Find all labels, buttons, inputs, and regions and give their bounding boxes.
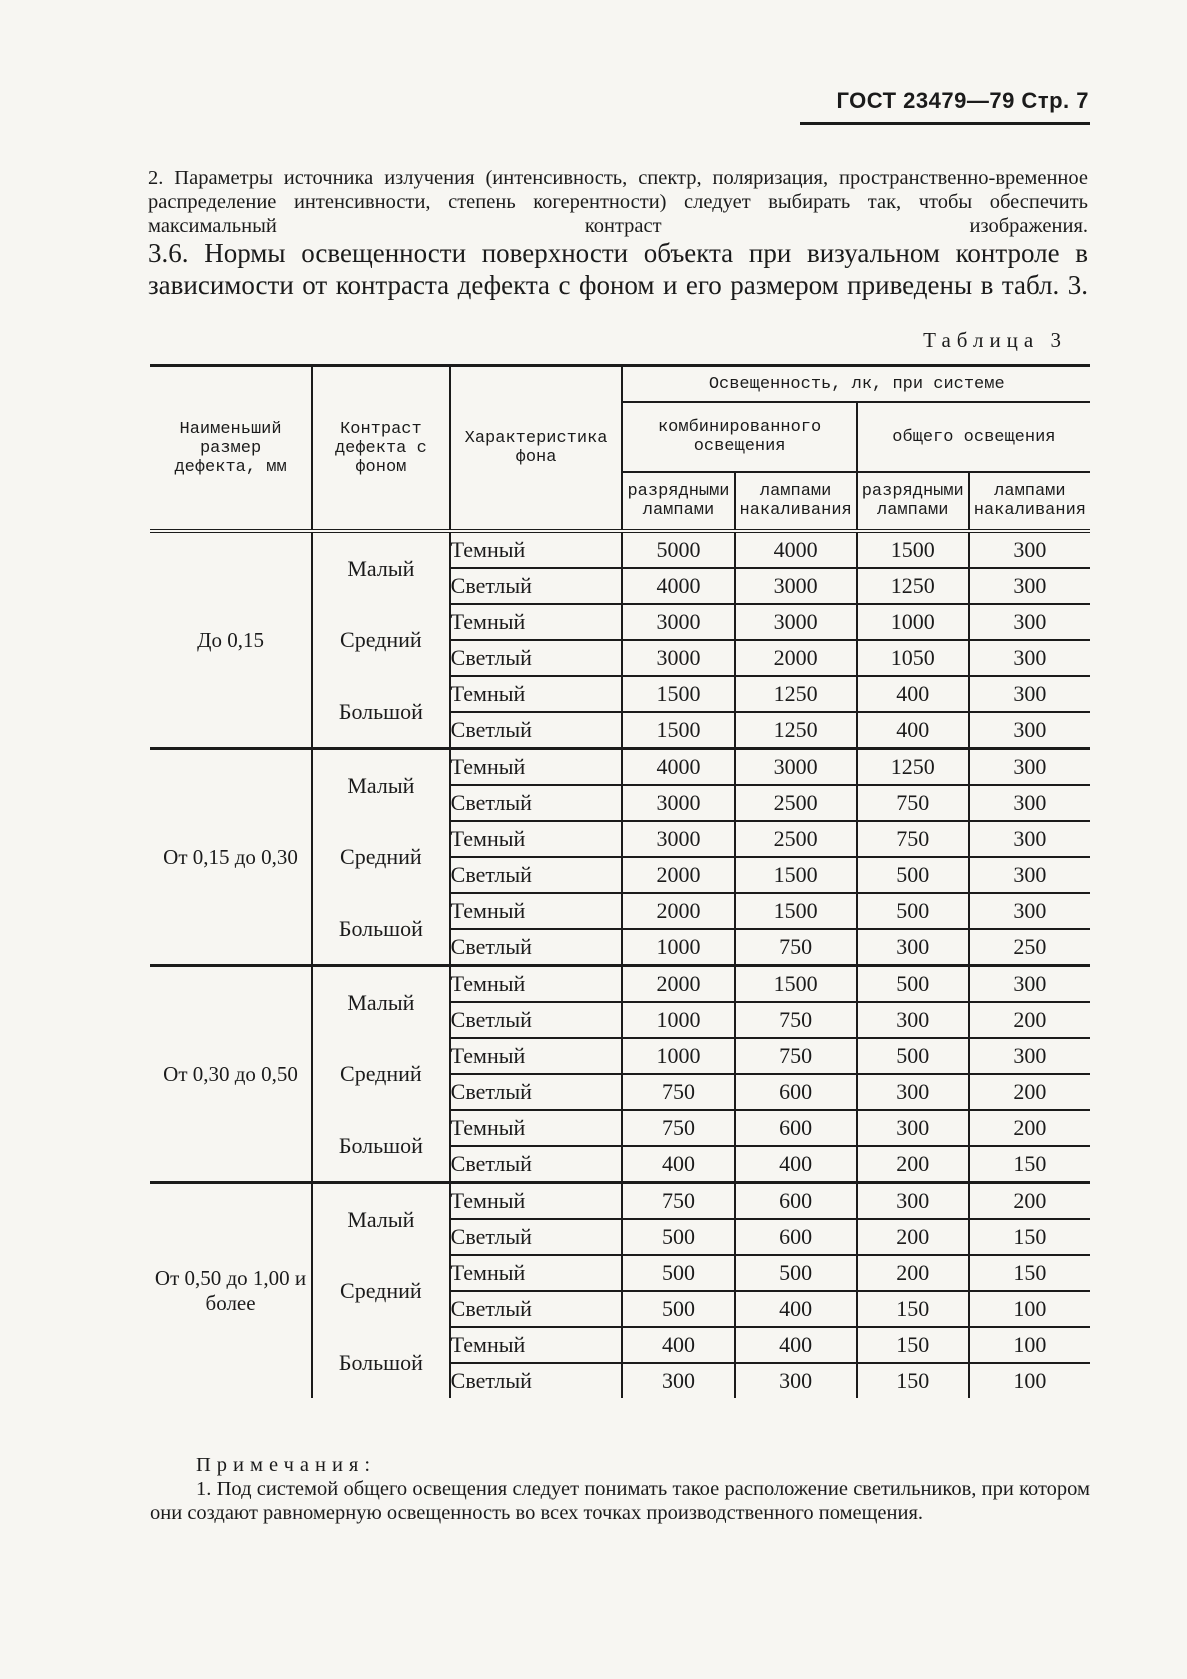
illuminance-cell: 500 bbox=[857, 893, 969, 929]
illuminance-cell: 300 bbox=[969, 531, 1090, 568]
illuminance-cell: 3000 bbox=[622, 821, 734, 857]
illuminance-cell: 3000 bbox=[735, 749, 857, 786]
illuminance-cell: 300 bbox=[969, 966, 1090, 1003]
illuminance-cell: 200 bbox=[969, 1110, 1090, 1146]
header-combined: комбинированного освещения bbox=[622, 402, 856, 472]
contrast-cell: Большой bbox=[312, 1110, 450, 1183]
illuminance-cell: 1500 bbox=[622, 676, 734, 712]
background-cell: Светлый bbox=[450, 1219, 623, 1255]
illuminance-cell: 750 bbox=[622, 1074, 734, 1110]
illuminance-cell: 1250 bbox=[735, 712, 857, 749]
page-header: ГОСТ 23479—79 Стр. 7 bbox=[836, 88, 1089, 113]
background-cell: Светлый bbox=[450, 640, 623, 676]
background-cell: Темный bbox=[450, 1038, 623, 1074]
illuminance-cell: 750 bbox=[735, 929, 857, 966]
illuminance-cell: 2000 bbox=[622, 857, 734, 893]
illuminance-cell: 1250 bbox=[857, 568, 969, 604]
illuminance-cell: 100 bbox=[969, 1291, 1090, 1327]
illuminance-cell: 1500 bbox=[735, 857, 857, 893]
illuminance-cell: 2000 bbox=[735, 640, 857, 676]
illuminance-cell: 300 bbox=[969, 676, 1090, 712]
background-cell: Темный bbox=[450, 1183, 623, 1220]
table-caption: Таблица 3 bbox=[923, 328, 1067, 352]
illuminance-cell: 500 bbox=[622, 1219, 734, 1255]
illuminance-cell: 300 bbox=[969, 712, 1090, 749]
illuminance-cell: 1000 bbox=[622, 1002, 734, 1038]
header-size: Наименьший размер дефекта, мм bbox=[150, 366, 312, 532]
illuminance-cell: 200 bbox=[857, 1219, 969, 1255]
illuminance-cell: 600 bbox=[735, 1183, 857, 1220]
illuminance-cell: 400 bbox=[735, 1291, 857, 1327]
header-general-incandescent: лампами накаливания bbox=[969, 472, 1090, 531]
contrast-cell: Малый bbox=[312, 749, 450, 822]
illuminance-cell: 150 bbox=[857, 1291, 969, 1327]
illuminance-cell: 1500 bbox=[857, 531, 969, 568]
defect-size-cell: До 0,15 bbox=[150, 531, 312, 749]
header-general-discharge: разрядными лампами bbox=[857, 472, 969, 531]
illuminance-cell: 150 bbox=[969, 1255, 1090, 1291]
illuminance-cell: 300 bbox=[622, 1363, 734, 1398]
contrast-cell: Малый bbox=[312, 1183, 450, 1256]
contrast-cell: Средний bbox=[312, 1038, 450, 1110]
illuminance-cell: 1500 bbox=[735, 966, 857, 1003]
illuminance-cell: 200 bbox=[969, 1183, 1090, 1220]
background-cell: Светлый bbox=[450, 1074, 623, 1110]
illuminance-cell: 300 bbox=[857, 929, 969, 966]
illuminance-cell: 750 bbox=[857, 821, 969, 857]
contrast-cell: Средний bbox=[312, 821, 450, 893]
background-cell: Светлый bbox=[450, 1363, 623, 1398]
background-cell: Светлый bbox=[450, 785, 623, 821]
illuminance-cell: 300 bbox=[969, 749, 1090, 786]
illuminance-cell: 300 bbox=[735, 1363, 857, 1398]
illuminance-cell: 750 bbox=[735, 1002, 857, 1038]
illuminance-cell: 500 bbox=[857, 857, 969, 893]
illuminance-cell: 400 bbox=[857, 676, 969, 712]
header-combined-discharge: разрядными лампами bbox=[622, 472, 734, 531]
illuminance-cell: 250 bbox=[969, 929, 1090, 966]
illuminance-cell: 750 bbox=[622, 1183, 734, 1220]
illuminance-cell: 300 bbox=[857, 1110, 969, 1146]
illuminance-cell: 750 bbox=[857, 785, 969, 821]
illuminance-cell: 600 bbox=[735, 1110, 857, 1146]
illuminance-cell: 500 bbox=[857, 1038, 969, 1074]
illuminance-cell: 750 bbox=[622, 1110, 734, 1146]
illuminance-cell: 4000 bbox=[622, 568, 734, 604]
header-rule bbox=[800, 122, 1090, 125]
table-row bbox=[150, 966, 1090, 1003]
header-background: Характеристика фона bbox=[450, 366, 623, 532]
illuminance-cell: 150 bbox=[969, 1219, 1090, 1255]
defect-size-cell: От 0,15 до 0,30 bbox=[150, 749, 312, 966]
illuminance-cell: 300 bbox=[969, 785, 1090, 821]
background-cell: Темный bbox=[450, 1255, 623, 1291]
background-cell: Темный bbox=[450, 676, 623, 712]
illuminance-cell: 2500 bbox=[735, 785, 857, 821]
illuminance-cell: 300 bbox=[969, 857, 1090, 893]
header-general: общего освещения bbox=[857, 402, 1090, 472]
illuminance-cell: 1000 bbox=[857, 604, 969, 640]
defect-size-cell: От 0,50 до 1,00 и более bbox=[154, 1266, 307, 1315]
illuminance-cell: 300 bbox=[857, 1074, 969, 1110]
illuminance-cell: 200 bbox=[969, 1074, 1090, 1110]
background-cell: Темный bbox=[450, 821, 623, 857]
illuminance-cell: 3000 bbox=[622, 604, 734, 640]
illuminance-cell: 400 bbox=[735, 1146, 857, 1183]
illuminance-cell: 400 bbox=[622, 1146, 734, 1183]
illumination-table bbox=[150, 364, 1090, 1398]
paragraph-parameters: 2. Параметры источника излучения (интенсивность, спектр, поляризация, пространственно-временное распределение интенсивности, степень когерентности) следует выбирать так, чтобы обеспечить максимальный контраст изображения. bbox=[148, 167, 1088, 237]
illuminance-cell: 200 bbox=[857, 1255, 969, 1291]
illuminance-cell: 200 bbox=[969, 1002, 1090, 1038]
table-row bbox=[150, 749, 1090, 786]
contrast-cell: Малый bbox=[312, 966, 450, 1039]
illuminance-cell: 400 bbox=[735, 1327, 857, 1363]
illuminance-cell: 3000 bbox=[622, 785, 734, 821]
background-cell: Светлый bbox=[450, 712, 623, 749]
illuminance-cell: 600 bbox=[735, 1219, 857, 1255]
header-illuminance: Освещенность, лк, при системе bbox=[622, 366, 1090, 403]
illuminance-cell: 5000 bbox=[622, 531, 734, 568]
background-cell: Темный bbox=[450, 1110, 623, 1146]
background-cell: Темный bbox=[450, 966, 623, 1003]
note-item: 1. Под системой общего освещения следует понимать такое расположение светильников, при котором они создают равномерную освещенность во всех точках производственного помещения. bbox=[150, 1478, 1090, 1524]
background-cell: Темный bbox=[450, 749, 623, 786]
background-cell: Темный bbox=[450, 893, 623, 929]
header-combined-incandescent: лампами накаливания bbox=[735, 472, 857, 531]
background-cell: Светлый bbox=[450, 1002, 623, 1038]
illuminance-cell: 1000 bbox=[622, 1038, 734, 1074]
contrast-cell: Малый bbox=[312, 531, 450, 604]
illuminance-cell: 300 bbox=[857, 1002, 969, 1038]
illuminance-cell: 300 bbox=[969, 568, 1090, 604]
illuminance-cell: 600 bbox=[735, 1074, 857, 1110]
illuminance-cell: 2000 bbox=[622, 893, 734, 929]
illuminance-cell: 300 bbox=[969, 604, 1090, 640]
paragraph-illumination-norms: 3.6. Нормы освещенности поверхности объекта при визуальном контроле в зависимости от контраста дефекта с фоном и его размером приведены в табл. 3. bbox=[148, 238, 1088, 300]
illuminance-cell: 1500 bbox=[735, 893, 857, 929]
background-cell: Светлый bbox=[450, 568, 623, 604]
illuminance-cell: 100 bbox=[969, 1327, 1090, 1363]
illuminance-cell: 1250 bbox=[735, 676, 857, 712]
illuminance-cell: 2000 bbox=[622, 966, 734, 1003]
contrast-cell: Средний bbox=[312, 1255, 450, 1327]
illuminance-cell: 1500 bbox=[622, 712, 734, 749]
illuminance-cell: 3000 bbox=[735, 604, 857, 640]
illuminance-cell: 200 bbox=[857, 1146, 969, 1183]
illuminance-cell: 100 bbox=[969, 1363, 1090, 1398]
notes-title: Примечания: bbox=[196, 1454, 377, 1476]
illuminance-cell: 3000 bbox=[622, 640, 734, 676]
illuminance-cell: 300 bbox=[969, 1038, 1090, 1074]
background-cell: Темный bbox=[450, 531, 623, 568]
defect-size-cell: От 0,30 до 0,50 bbox=[150, 966, 312, 1183]
illuminance-cell: 150 bbox=[857, 1363, 969, 1398]
illuminance-cell: 300 bbox=[969, 893, 1090, 929]
illuminance-cell: 1000 bbox=[622, 929, 734, 966]
illuminance-cell: 500 bbox=[622, 1255, 734, 1291]
illuminance-cell: 2500 bbox=[735, 821, 857, 857]
illuminance-cell: 300 bbox=[969, 640, 1090, 676]
illuminance-cell: 300 bbox=[969, 821, 1090, 857]
background-cell: Светлый bbox=[450, 1291, 623, 1327]
illuminance-cell: 1050 bbox=[857, 640, 969, 676]
table-row bbox=[150, 531, 1090, 568]
contrast-cell: Средний bbox=[312, 604, 450, 676]
background-cell: Светлый bbox=[450, 929, 623, 966]
illuminance-cell: 400 bbox=[622, 1327, 734, 1363]
illuminance-cell: 500 bbox=[857, 966, 969, 1003]
illuminance-cell: 150 bbox=[857, 1327, 969, 1363]
illuminance-cell: 500 bbox=[735, 1255, 857, 1291]
background-cell: Светлый bbox=[450, 1146, 623, 1183]
illuminance-cell: 750 bbox=[735, 1038, 857, 1074]
illuminance-cell: 4000 bbox=[622, 749, 734, 786]
background-cell: Темный bbox=[450, 604, 623, 640]
contrast-cell: Большой bbox=[312, 893, 450, 966]
illuminance-cell: 400 bbox=[857, 712, 969, 749]
contrast-cell: Большой bbox=[312, 1327, 450, 1398]
illuminance-cell: 4000 bbox=[735, 531, 857, 568]
illuminance-cell: 300 bbox=[857, 1183, 969, 1220]
contrast-cell: Большой bbox=[312, 676, 450, 749]
notes bbox=[150, 1453, 1090, 1525]
header-contrast: Контраст дефекта с фоном bbox=[312, 366, 450, 532]
illuminance-cell: 3000 bbox=[735, 568, 857, 604]
table-row bbox=[150, 1183, 1090, 1220]
illuminance-cell: 500 bbox=[622, 1291, 734, 1327]
background-cell: Темный bbox=[450, 1327, 623, 1363]
background-cell: Светлый bbox=[450, 857, 623, 893]
illuminance-cell: 150 bbox=[969, 1146, 1090, 1183]
table-body bbox=[150, 531, 1090, 1398]
illuminance-cell: 1250 bbox=[857, 749, 969, 786]
